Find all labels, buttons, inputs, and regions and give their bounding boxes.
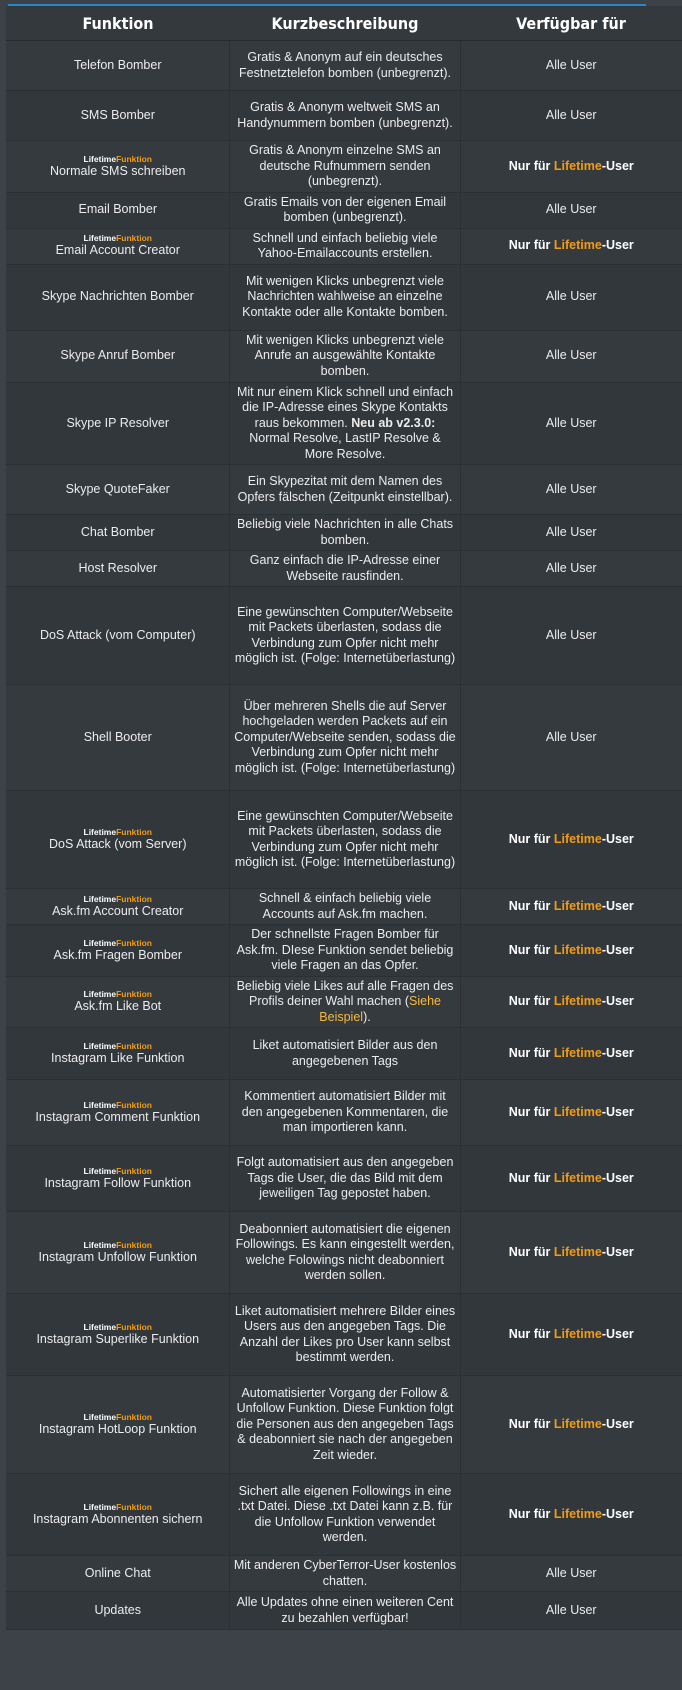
lifetime-badge-part1: Lifetime: [83, 1040, 117, 1051]
description-text: Alle Updates ohne einen weiteren Cent zu bezahlen verfügbar!: [236, 1595, 454, 1625]
table-row: [6, 889, 682, 925]
availability-lifetime: [509, 1245, 634, 1259]
description-cell: [230, 1080, 460, 1146]
table-row: [6, 1592, 682, 1630]
lifetime-badge: [9, 1240, 226, 1250]
availability-prefix: Nur für: [508, 1326, 554, 1341]
availability-prefix: Nur für: [508, 942, 554, 957]
function-name: Instagram Unfollow Funktion: [38, 1249, 197, 1264]
availability-lifetime: [509, 943, 634, 957]
description-cell: [230, 685, 460, 791]
description-cell: [230, 1592, 460, 1630]
function-cell: [6, 1080, 230, 1146]
function-cell: [6, 1376, 230, 1474]
lifetime-badge-part2: Funktion: [116, 1321, 152, 1332]
lifetime-badge: [9, 1100, 226, 1110]
function-name: Skype Nachrichten Bomber: [41, 289, 194, 304]
availability-prefix: Nur für: [508, 994, 554, 1008]
lifetime-badge: [9, 938, 226, 948]
table-row: [6, 41, 682, 91]
description-cell: [230, 228, 460, 264]
function-cell: [6, 192, 230, 228]
lifetime-badge-part1: Lifetime: [83, 826, 117, 837]
function-name: Skype Anruf Bomber: [60, 348, 176, 363]
availability-lifetime: [509, 1327, 634, 1341]
availability-all: Alle User: [545, 289, 597, 304]
availability-all: Alle User: [545, 481, 597, 496]
description-text: Mit anderen CyberTerror-User kostenlos chatten.: [233, 1558, 457, 1588]
availability-prefix: Nur für: [508, 831, 554, 846]
availability-all: Alle User: [545, 1602, 597, 1617]
function-cell: [6, 1028, 230, 1080]
lifetime-badge-part1: Lifetime: [83, 1321, 117, 1332]
lifetime-badge-part2: Funktion: [116, 937, 152, 948]
description-text: Gratis & Anonym auf ein deutsches Festnetztelefon bomben (unbegrenzt).: [239, 50, 451, 80]
availability-prefix: Nur für: [508, 898, 554, 913]
description-cell: [230, 1146, 460, 1212]
lifetime-badge: [9, 233, 226, 243]
description-cell: [230, 1474, 460, 1556]
description-text: Mit wenigen Klicks unbegrenzt viele Nachrichten wahlweise an einzelne Kontakte oder alle Kontakte bomben.: [242, 273, 448, 319]
availability-lifetime: [509, 238, 634, 252]
description-cell: [230, 465, 460, 515]
description-cell: [230, 264, 460, 330]
availability-lifetime-word: Lifetime: [553, 1104, 602, 1119]
availability-cell: [460, 515, 682, 551]
lifetime-badge: [9, 827, 226, 837]
description-text: Beliebig viele Nachrichten in alle Chats bomben.: [236, 517, 454, 547]
description-cell: [230, 1212, 460, 1294]
availability-lifetime: [509, 899, 634, 913]
availability-suffix: -User: [601, 1416, 634, 1431]
function-cell: [6, 976, 230, 1028]
function-cell: [6, 141, 230, 193]
function-cell: [6, 41, 230, 91]
availability-lifetime: [509, 1046, 634, 1060]
function-cell: [6, 889, 230, 925]
availability-cell: [460, 1146, 682, 1212]
function-cell: [6, 91, 230, 141]
availability-cell: [460, 192, 682, 228]
description-cell: [230, 976, 460, 1028]
function-cell: [6, 264, 230, 330]
lifetime-badge-part1: Lifetime: [83, 233, 117, 244]
description-cell: [230, 41, 460, 91]
availability-suffix: -User: [601, 1170, 634, 1185]
header-funktion: Funktion: [6, 6, 230, 41]
function-cell: [6, 465, 230, 515]
availability-cell: [460, 1556, 682, 1592]
table-row: [6, 791, 682, 889]
availability-all: Alle User: [545, 524, 597, 539]
lifetime-badge-part1: Lifetime: [83, 893, 117, 904]
lifetime-badge-part2: Funktion: [116, 233, 152, 244]
description-text: Beliebig viele Likes auf alle Fragen des Profils deiner Wahl machen (: [236, 978, 454, 1008]
availability-cell: [460, 141, 682, 193]
function-name: Host Resolver: [78, 560, 157, 575]
availability-suffix: -User: [601, 994, 634, 1008]
lifetime-badge-part2: Funktion: [116, 989, 152, 999]
table-row: [6, 1028, 682, 1080]
description-cell: [230, 515, 460, 551]
description-text: Ein Skypezitat mit dem Namen des Opfers fälschen (Zeitpunkt einstellbar).: [237, 474, 453, 504]
table-row: [6, 976, 682, 1028]
function-cell: [6, 1146, 230, 1212]
function-name: Instagram Comment Funktion: [35, 1109, 201, 1124]
availability-cell: [460, 1212, 682, 1294]
function-cell: [6, 515, 230, 551]
description-text: Mit nur einem Klick schnell und einfach die IP-Adresse eines Skype Kontakts raus bekommen.: [236, 384, 454, 430]
availability-cell: [460, 1028, 682, 1080]
function-cell: [6, 925, 230, 977]
description-cell: [230, 1376, 460, 1474]
function-cell: [6, 1592, 230, 1630]
lifetime-badge-part2: Funktion: [116, 1099, 152, 1110]
description-text: Über mehreren Shells die auf Server hochgeladen werden Packets auf ein Computer/Webseite senden, sodass die Verbindung zum Opfer nicht mehr möglich ist. (Folge: Internetüberlastung): [234, 698, 456, 775]
availability-cell: [460, 41, 682, 91]
table-body: [6, 41, 682, 1630]
description-cell: [230, 1028, 460, 1080]
availability-prefix: Nur für: [508, 1506, 554, 1521]
table-row: [6, 330, 682, 382]
table-row: [6, 465, 682, 515]
description-text: Folgt automatisiert aus den angegeben Tags die User, die das Bild mit dem jeweiligen Tag gepostet haben.: [236, 1155, 454, 1201]
function-name: Skype IP Resolver: [66, 415, 170, 430]
function-name: Chat Bomber: [80, 524, 155, 539]
lifetime-badge-part2: Funktion: [116, 893, 152, 904]
description-text: Der schnellste Fragen Bomber für Ask.fm. DIese Funktion sendet beliebig viele Fragen an das Opfer.: [236, 927, 454, 972]
lifetime-badge-part2: Funktion: [116, 1411, 152, 1422]
availability-suffix: -User: [601, 238, 634, 253]
table-row: [6, 1556, 682, 1592]
table-row: [6, 1080, 682, 1146]
function-cell: [6, 1294, 230, 1376]
availability-prefix: Nur für: [508, 238, 554, 253]
availability-lifetime-word: Lifetime: [553, 1170, 602, 1185]
availability-all: Alle User: [545, 1565, 597, 1580]
function-name: Ask.fm Fragen Bomber: [53, 947, 182, 962]
description-text: Mit wenigen Klicks unbegrenzt viele Anrufe an ausgewählte Kontakte bomben.: [245, 332, 445, 378]
availability-cell: [460, 1376, 682, 1474]
feature-table: [6, 6, 682, 1630]
function-cell: [6, 1556, 230, 1592]
description-cell: [230, 587, 460, 685]
table-row: [6, 228, 682, 264]
description-text-after: Normal Resolve, LastIP Resolve & More Resolve.: [249, 431, 441, 461]
availability-suffix: -User: [601, 1045, 634, 1060]
function-name: Updates: [94, 1602, 142, 1617]
lifetime-badge-part2: Funktion: [116, 1165, 152, 1176]
description-text: Deabonniert automatisiert die eigenen Followings. Es kann eingestellt werden, welche Folowings nicht deabonniert werden sollen.: [235, 1221, 455, 1282]
function-cell: [6, 1212, 230, 1294]
description-text: Eine gewünschten Computer/Webseite mit Packets überlasten, sodass die Verbindung zum Opfer nicht mehr möglich ist. (Folge: Internetüberlastung): [234, 808, 456, 869]
availability-all: Alle User: [545, 415, 597, 430]
description-cell: [230, 889, 460, 925]
function-name: Telefon Bomber: [73, 57, 162, 72]
availability-lifetime-word: Lifetime: [553, 1045, 602, 1060]
description-text: Schnell & einfach beliebig viele Accounts auf Ask.fm machen.: [258, 891, 432, 921]
description-cell: [230, 141, 460, 193]
availability-prefix: Nur für: [508, 1170, 554, 1185]
lifetime-badge-part1: Lifetime: [83, 153, 117, 164]
availability-lifetime: [509, 1417, 634, 1431]
availability-all: Alle User: [545, 57, 597, 72]
header-verfuegbar: Verfügbar für: [460, 6, 682, 41]
table-row: [6, 685, 682, 791]
availability-prefix: Nur für: [508, 1104, 554, 1119]
availability-cell: [460, 791, 682, 889]
availability-cell: [460, 1080, 682, 1146]
lifetime-badge: [9, 989, 226, 999]
lifetime-badge: [9, 894, 226, 904]
description-text: Gratis & Anonym weltweit SMS an Handynummern bomben (unbegrenzt).: [237, 100, 453, 130]
availability-lifetime-word: Lifetime: [553, 1244, 602, 1259]
lifetime-badge-part1: Lifetime: [83, 1411, 117, 1422]
availability-cell: [460, 264, 682, 330]
lifetime-badge-part2: Funktion: [116, 1239, 152, 1250]
availability-cell: [460, 1592, 682, 1630]
description-text: Sichert alle eigenen Followings in eine .txt Datei. Diese .txt Datei kann z.B. für die Unfollow Funktion verwendet werden.: [237, 1483, 453, 1544]
description-text: Liket automatisiert mehrere Bilder eines Users aus den angegeben Tags. Die Anzahl der Likes pro User kann selbst bestimmt werden.: [234, 1303, 456, 1364]
description-cell: [230, 192, 460, 228]
function-name: Ask.fm Account Creator: [52, 903, 184, 918]
availability-lifetime-word: Lifetime: [553, 158, 602, 173]
availability-cell: [460, 976, 682, 1028]
availability-lifetime: [509, 994, 634, 1008]
function-name: Ask.fm Like Bot: [74, 999, 162, 1013]
function-name: Instagram Superlike Funktion: [36, 1331, 200, 1346]
availability-lifetime-word: Lifetime: [553, 238, 602, 253]
description-text: Ganz einfach die IP-Adresse einer Webseite rausfinden.: [249, 553, 441, 583]
description-text: Gratis Emails von der eigenen Email bomben (unbegrenzt).: [243, 194, 447, 224]
availability-cell: [460, 382, 682, 465]
lifetime-badge: [9, 1412, 226, 1422]
availability-suffix: -User: [601, 1104, 634, 1119]
lifetime-badge-part1: Lifetime: [83, 1099, 117, 1110]
description-cell: [230, 382, 460, 465]
table-row: [6, 141, 682, 193]
availability-cell: [460, 925, 682, 977]
function-cell: [6, 330, 230, 382]
function-name: Shell Booter: [83, 729, 152, 744]
availability-all: Alle User: [545, 560, 597, 575]
lifetime-badge-part1: Lifetime: [83, 1165, 117, 1176]
lifetime-badge-part1: Lifetime: [83, 989, 117, 999]
lifetime-badge-part1: Lifetime: [83, 1501, 117, 1512]
description-cell: [230, 791, 460, 889]
function-cell: [6, 228, 230, 264]
description-cell: [230, 330, 460, 382]
table-row: [6, 1376, 682, 1474]
function-cell: [6, 551, 230, 587]
availability-suffix: -User: [601, 1244, 634, 1259]
description-cell: [230, 551, 460, 587]
availability-prefix: Nur für: [508, 1416, 554, 1431]
function-name: DoS Attack (vom Computer): [39, 627, 196, 642]
availability-lifetime: [509, 1105, 634, 1119]
description-text: Schnell und einfach beliebig viele Yahoo-Emailaccounts erstellen.: [252, 230, 438, 260]
availability-cell: [460, 465, 682, 515]
description-text: Gratis & Anonym einzelne SMS an deutsche Rufnummern senden (unbegrenzt).: [249, 143, 441, 188]
function-cell: [6, 685, 230, 791]
availability-prefix: Nur für: [508, 158, 554, 173]
availability-lifetime-word: Lifetime: [553, 1326, 602, 1341]
description-text: Automatisierter Vorgang der Follow & Unfollow Funktion. Diese Funktion folgt die Personen aus den angegeben Tags & deabonniert sie nach der angegeben Zeit wieder.: [236, 1385, 454, 1462]
example-link[interactable]: Siehe Beispiel: [319, 994, 441, 1024]
function-cell: [6, 382, 230, 465]
availability-cell: [460, 1294, 682, 1376]
header-kurzbeschreibung: Kurzbeschreibung: [230, 6, 460, 41]
table-row: [6, 925, 682, 977]
lifetime-badge-part2: Funktion: [116, 1040, 152, 1051]
header-row: [6, 6, 682, 41]
function-name: Instagram HotLoop Funktion: [38, 1421, 197, 1436]
lifetime-badge: [9, 1166, 226, 1176]
description-new-label: Neu ab v2.3.0:: [351, 415, 436, 430]
availability-suffix: -User: [601, 942, 634, 957]
availability-cell: [460, 551, 682, 587]
description-text-after: ).: [363, 1009, 371, 1024]
function-name: Instagram Like Funktion: [51, 1050, 185, 1065]
description-text: Kommentiert automatisiert Bilder mit den angegebenen Kommentaren, die man importieren kann.: [241, 1089, 449, 1135]
function-name: Online Chat: [84, 1565, 151, 1580]
lifetime-badge-part1: Lifetime: [83, 937, 117, 948]
description-text: Eine gewünschten Computer/Webseite mit Packets überlasten, sodass die Verbindung zum Opfer nicht mehr möglich ist. (Folge: Internetüberlastung): [234, 604, 456, 665]
availability-lifetime: [509, 159, 634, 173]
table-row: [6, 382, 682, 465]
availability-cell: [460, 228, 682, 264]
availability-lifetime-word: Lifetime: [553, 831, 602, 846]
lifetime-badge-part2: Funktion: [116, 826, 152, 837]
lifetime-badge: [9, 1041, 226, 1051]
lifetime-badge: [9, 154, 226, 164]
availability-lifetime-word: Lifetime: [553, 1506, 602, 1521]
availability-prefix: Nur für: [508, 1244, 554, 1259]
table-row: [6, 1212, 682, 1294]
availability-cell: [460, 91, 682, 141]
function-name: Normale SMS schreiben: [50, 163, 186, 178]
availability-lifetime: [509, 1171, 634, 1185]
availability-lifetime-word: Lifetime: [553, 898, 602, 913]
availability-all: Alle User: [545, 107, 597, 122]
table-row: [6, 192, 682, 228]
lifetime-badge-part2: Funktion: [116, 153, 152, 164]
lifetime-badge-part2: Funktion: [116, 1501, 152, 1512]
description-cell: [230, 1556, 460, 1592]
table-row: [6, 587, 682, 685]
availability-cell: [460, 1474, 682, 1556]
availability-all: Alle User: [545, 348, 597, 363]
table-row: [6, 1294, 682, 1376]
function-cell: [6, 587, 230, 685]
description-cell: [230, 1294, 460, 1376]
function-name: SMS Bomber: [80, 107, 155, 122]
availability-suffix: -User: [601, 158, 634, 173]
availability-cell: [460, 587, 682, 685]
availability-lifetime: [509, 832, 634, 846]
availability-suffix: -User: [601, 1326, 634, 1341]
table-row: [6, 1474, 682, 1556]
availability-suffix: -User: [601, 898, 634, 913]
availability-cell: [460, 889, 682, 925]
function-name: Instagram Follow Funktion: [44, 1175, 192, 1190]
availability-suffix: -User: [601, 1506, 634, 1521]
function-cell: [6, 1474, 230, 1556]
availability-cell: [460, 685, 682, 791]
availability-all: Alle User: [545, 202, 597, 217]
function-name: Email Account Creator: [55, 243, 180, 258]
function-name: Instagram Abonnenten sichern: [32, 1511, 203, 1526]
availability-lifetime-word: Lifetime: [553, 1416, 602, 1431]
lifetime-badge-part1: Lifetime: [83, 1239, 117, 1250]
lifetime-badge: [9, 1502, 226, 1512]
function-cell: [6, 791, 230, 889]
function-name: Email Bomber: [78, 202, 157, 217]
description-text: Liket automatisiert Bilder aus den angegebenen Tags: [252, 1038, 438, 1068]
availability-prefix: Nur für: [508, 1045, 554, 1060]
availability-lifetime-word: Lifetime: [553, 994, 602, 1008]
availability-suffix: -User: [601, 831, 634, 846]
table-row: [6, 551, 682, 587]
lifetime-badge: [9, 1322, 226, 1332]
availability-all: Alle User: [545, 729, 597, 744]
availability-lifetime: [509, 1507, 634, 1521]
description-cell: [230, 925, 460, 977]
function-name: Skype QuoteFaker: [65, 481, 170, 496]
table-row: [6, 515, 682, 551]
availability-all: Alle User: [545, 627, 597, 642]
function-name: DoS Attack (vom Server): [48, 836, 187, 851]
availability-cell: [460, 330, 682, 382]
table-row: [6, 1146, 682, 1212]
table-row: [6, 91, 682, 141]
availability-lifetime-word: Lifetime: [553, 942, 602, 957]
table-row: [6, 264, 682, 330]
description-cell: [230, 91, 460, 141]
